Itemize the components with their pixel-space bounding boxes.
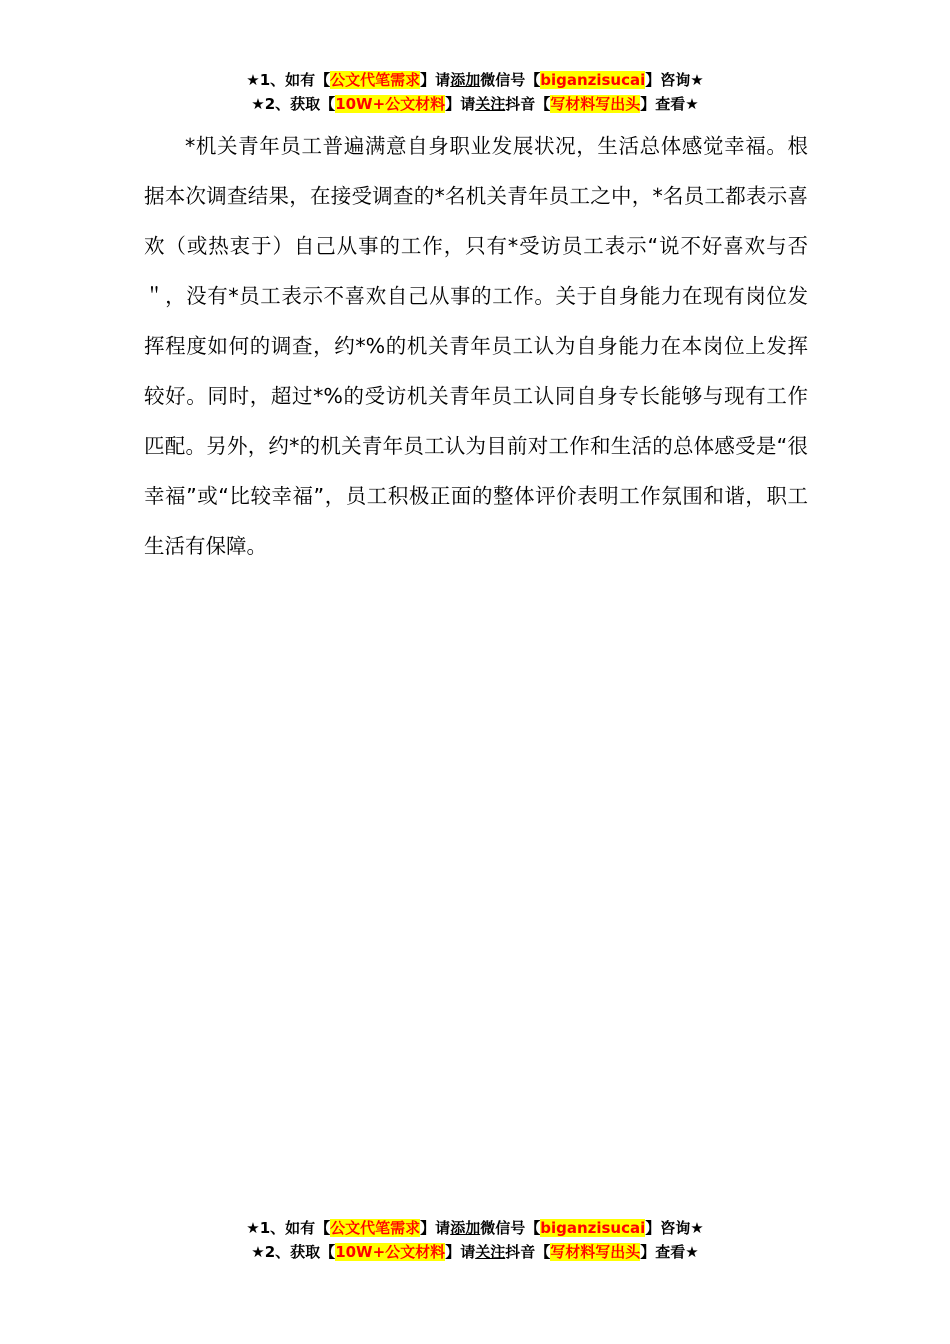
- highlight-service: 公文代笔需求: [330, 1219, 421, 1237]
- banner-text: ★1、如有【: [246, 1219, 331, 1237]
- underlined-follow: 关注: [475, 95, 506, 113]
- underlined-follow: 关注: [475, 1243, 506, 1261]
- banner-line-2: [0, 1240, 950, 1264]
- highlight-wechat-id: biganzisucai: [540, 71, 646, 89]
- underlined-add: 添加: [450, 1219, 481, 1237]
- body-paragraph: *机关青年员工普遍满意自身职业发展状况，生活总体感觉幸福。根据本次调查结果，在接受调查的*名机关青年员工之中，*名员工都表示喜欢（或热衷于）自己从事的工作，只有*受访员工表示“说不好喜欢与否＂，没有*员工表示不喜欢自己从事的工作。关于自身能力在现有岗位发挥程度如何的调查，约*%的机关青年员工认为自身能力在本岗位上发挥较好。同时，超过*%的受访机关青年员工认同自身专长能够与现有工作匹配。另外，约*的机关青年员工认为目前对工作和生活的总体感受是“很幸福”或“比较幸福”，员工积极正面的整体评价表明工作氛围和谐，职工生活有保障。: [144, 134, 808, 558]
- banner-text: ★2、获取【: [251, 1243, 336, 1261]
- banner-text: 】请: [420, 71, 451, 89]
- highlight-service: 公文代笔需求: [330, 71, 421, 89]
- highlight-materials: 10W+公文材料: [335, 1243, 446, 1261]
- banner-text: 】请: [420, 1219, 451, 1237]
- banner-text: 】请: [445, 95, 476, 113]
- banner-text: 】请: [445, 1243, 476, 1261]
- banner-text: 】咨询★: [645, 71, 704, 89]
- highlight-douyin-account: 写材料写出头: [550, 1243, 641, 1261]
- banner-text: 抖音【: [505, 1243, 551, 1261]
- banner-text: ★1、如有【: [246, 71, 331, 89]
- banner-text: ★2、获取【: [251, 95, 336, 113]
- highlight-douyin-account: 写材料写出头: [550, 95, 641, 113]
- banner-text: 抖音【: [505, 95, 551, 113]
- banner-text: 】查看★: [640, 95, 699, 113]
- banner-line-1: [0, 1216, 950, 1240]
- header-banner: [0, 68, 950, 116]
- footer-banner: [0, 1216, 950, 1264]
- highlight-wechat-id: biganzisucai: [540, 1219, 646, 1237]
- banner-text: 微信号【: [480, 1219, 541, 1237]
- underlined-add: 添加: [450, 71, 481, 89]
- highlight-materials: 10W+公文材料: [335, 95, 446, 113]
- banner-line-2: [0, 92, 950, 116]
- banner-text: 】查看★: [640, 1243, 699, 1261]
- banner-text: 微信号【: [480, 71, 541, 89]
- banner-text: 】咨询★: [645, 1219, 704, 1237]
- banner-line-1: [0, 68, 950, 92]
